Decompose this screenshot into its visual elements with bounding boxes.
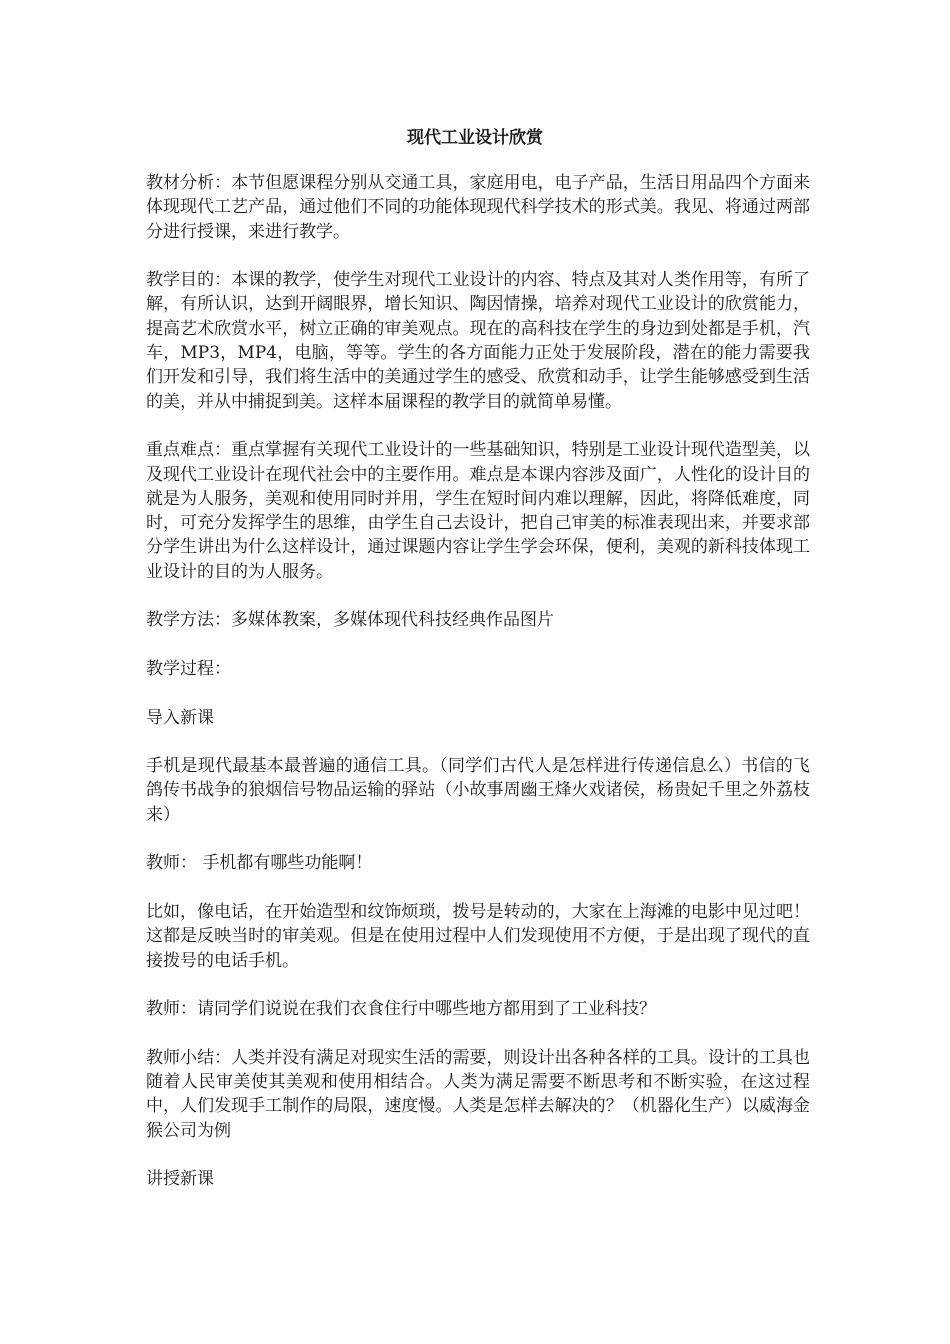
paragraph-teaching-goal: 教学目的：本课的教学，使学生对现代工业设计的内容、特点及其对人类作用等，有所了解，有所认识，达到开阔眼界，增长知识、陶因情操，培养对现代工业设计的欣赏能力，提高艺术欣赏水平，树立正确的审美观点。现在的高科技在学生的身边到处都是手机，汽车，MP3，MP4，电脑，等等。学生的各方面能力正处于发展阶段，潜在的能力需要我们开发和引导，我们将生活中的美通过学生的感受、欣赏和动手，让学生能够感受到生活的美，并从中捕捉到美。这样本届课程的教学目的就简单易懂。	[146, 270, 810, 412]
paragraph-teacher-question-2: 教师：请同学们说说在我们衣食住行中哪些地方都用到了工业科技？	[146, 999, 656, 1020]
paragraph-teaching-process: 教学过程：	[146, 658, 231, 679]
paragraph-mobile-phone: 手机是现代最基本最普遍的通信工具。（同学们古代人是怎样进行传递信息么）书信的飞鸽传书战争的狼烟信号物品运输的驿站（小故事周幽王烽火戏诸侯，杨贵妃千里之外荔枝来）	[146, 756, 810, 825]
paragraph-teacher-question-1: 教师： 手机都有哪些功能啊！	[146, 853, 373, 874]
document-body	[146, 171, 810, 1191]
paragraph-teacher-summary: 教师小结：人类并没有满足对现实生活的需要，则设计出各种各样的工具。设计的工具也随着人民审美使其美观和使用相结合。人类为满足需要不断思考和不断实验，在这过程中，人们发现手工制作的局限，速度慢。人类是怎样去解决的？（机器化生产）以威海金猴公司为例	[146, 1047, 810, 1141]
paragraph-lead-in: 导入新课	[146, 707, 214, 728]
document-title: 现代工业设计欣赏	[407, 128, 543, 148]
paragraph-teaching-method: 教学方法：多媒体教案，多媒体现代科技经典作品图片	[146, 610, 554, 631]
paragraph-telephone-example: 比如，像电话，在开始造型和纹饰烦琐，拨号是转动的，大家在上海滩的电影中见过吧！这都是反映当时的审美观。但是在使用过程中人们发现使用不方便，于是出现了现代的直接拨号的电话手机。	[146, 901, 810, 971]
paragraph-new-lesson: 讲授新课	[146, 1169, 214, 1190]
paragraph-material-analysis: 教材分析：本节但愿课程分别从交通工具，家庭用电，电子产品，生活日用品四个方面来体现现代工艺产品，通过他们不同的功能体现现代科学技术的形式美。我见、将通过两部分进行授课，来进行教学。	[146, 173, 810, 242]
paragraph-key-difficulties: 重点难点：重点掌握有关现代工业设计的一些基础知识，特别是工业设计现代造型美，以及现代工业设计在现代社会中的主要作用。难点是本课内容涉及面广，人性化的设计目的就是为人服务，美观和使用同时并用，学生在短时间内难以理解，因此，将降低难度，同时，可充分发挥学生的思维，由学生自己去设计，把自己审美的标准表现出来，并要求部分学生讲出为什么这样设计，通过课题内容让学生学会环保，便利，美观的新科技体现工业设计的目的为人服务。	[146, 440, 810, 582]
